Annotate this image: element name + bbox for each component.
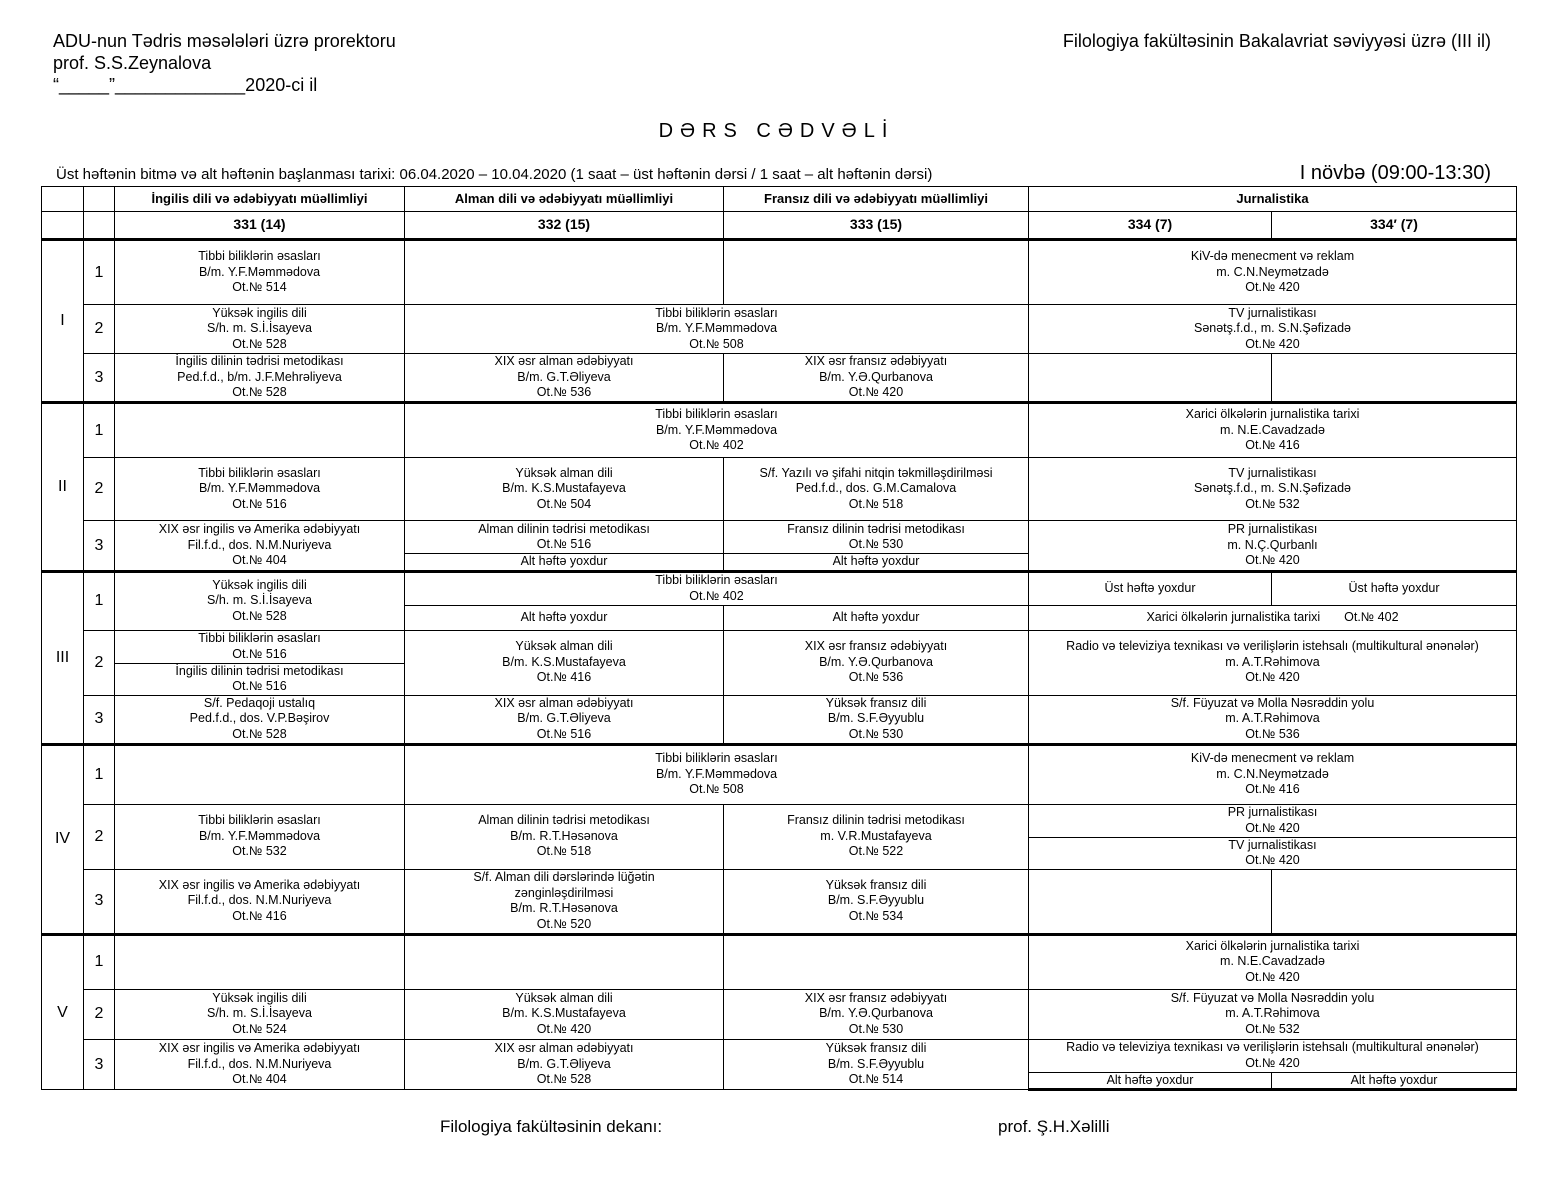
lesson-line: Xarici ölkələrin jurnalistika tarixi bbox=[1146, 609, 1321, 624]
lesson-line: Ot.№ 416 bbox=[232, 908, 287, 923]
lesson-cell bbox=[405, 571, 1029, 605]
specialty-header: İngilis dili və ədəbiyyatı müəllimliyi bbox=[115, 187, 405, 212]
lesson-cell bbox=[1029, 458, 1517, 521]
lesson-line: KiV-də menecment və reklam bbox=[1190, 751, 1355, 766]
lesson-cell bbox=[1272, 1072, 1517, 1090]
lesson-line: TV jurnalistikası bbox=[1228, 305, 1317, 320]
lesson-line: Ot.№ 522 bbox=[848, 844, 904, 859]
lesson-cell bbox=[115, 521, 405, 572]
empty-cell bbox=[115, 744, 405, 804]
lesson-line: Tibbi biliklərin əsasları bbox=[655, 573, 778, 587]
lesson-line: XIX əsr fransız ədəbiyyatı bbox=[804, 990, 948, 1005]
lesson-line: B/m. S.F.Əyyublu bbox=[827, 1056, 925, 1071]
lesson-line: S/f. Yazılı və şifahi nitqin təkmilləşdirilməsi bbox=[759, 465, 993, 480]
lesson-line: B/m. Y.Ə.Qurbanova bbox=[819, 369, 933, 384]
schedule-row bbox=[42, 744, 1517, 804]
lesson-line: B/m. Y.Ə.Qurbanova bbox=[819, 1006, 933, 1021]
lesson-line: B/m. R.T.Həsənova bbox=[510, 901, 618, 915]
schedule-row bbox=[42, 571, 1517, 605]
lesson-cell bbox=[724, 1039, 1029, 1090]
dean-name: prof. Ş.H.Xəlilli bbox=[998, 1117, 1110, 1136]
lesson-line: m. V.R.Mustafayeva bbox=[820, 828, 932, 843]
lesson-cell bbox=[115, 354, 405, 403]
lesson-cell bbox=[1029, 571, 1272, 605]
period-number: 2 bbox=[84, 630, 115, 695]
schedule-row bbox=[42, 458, 1517, 521]
lesson-line: Ot.№ 530 bbox=[848, 537, 904, 551]
lesson-cell bbox=[1029, 521, 1517, 572]
lesson-line: zənginləşdirilməsi bbox=[514, 885, 614, 900]
specialty-header: Jurnalistika bbox=[1029, 187, 1517, 212]
group-header: 334 (7) bbox=[1029, 212, 1272, 240]
corner-cell bbox=[42, 187, 84, 212]
lesson-line: Ot.№ 532 bbox=[1245, 1021, 1300, 1036]
lesson-line: Ot.№ 530 bbox=[848, 726, 904, 741]
lesson-line: Ot.№ 416 bbox=[1245, 438, 1300, 453]
specialty-header: Fransız dili və ədəbiyyatı müəllimliyi bbox=[724, 187, 1029, 212]
schedule-row bbox=[42, 804, 1517, 837]
lesson-line: Tibbi biliklərin əsasları bbox=[198, 631, 321, 645]
lesson-cell bbox=[405, 403, 1029, 458]
lesson-line: XIX əsr fransız ədəbiyyatı bbox=[804, 354, 948, 369]
lesson-line: B/m. G.T.Əliyeva bbox=[517, 1056, 611, 1071]
lesson-line: S/h. m. S.İ.İsayeva bbox=[207, 1006, 312, 1021]
lesson-line: Yüksək alman dili bbox=[515, 990, 613, 1005]
lesson-line: Tibbi biliklərin əsasları bbox=[198, 465, 321, 480]
lesson-line: B/m. Y.Ə.Qurbanova bbox=[819, 654, 933, 669]
schedule-row bbox=[42, 869, 1517, 934]
lesson-line: Fil.f.d., dos. N.M.Nuriyeva bbox=[187, 537, 332, 552]
lesson-line: Ot.№ 420 bbox=[536, 1021, 592, 1036]
lesson-cell bbox=[1029, 605, 1517, 630]
lesson-line: m. C.N.Neymətzadə bbox=[1216, 264, 1329, 279]
lesson-cell bbox=[115, 458, 405, 521]
lesson-line: Yüksək ingilis dili bbox=[212, 990, 307, 1005]
lesson-cell bbox=[724, 521, 1029, 554]
lesson-line: m. N.Ç.Qurbanlı bbox=[1227, 537, 1318, 552]
approval-date: “_____”_____________2020-ci il bbox=[53, 75, 318, 95]
lesson-cell bbox=[405, 989, 724, 1039]
lesson-cell bbox=[405, 869, 724, 934]
lesson-cell bbox=[115, 305, 405, 354]
lesson-cell bbox=[724, 989, 1029, 1039]
period-number: 2 bbox=[84, 804, 115, 869]
lesson-cell bbox=[1029, 837, 1517, 869]
lesson-cell bbox=[115, 1039, 405, 1090]
period-number: 3 bbox=[84, 521, 115, 572]
lesson-line: Yüksək alman dili bbox=[515, 465, 613, 480]
lesson-line: Radio və televiziya texnikası və verilişlərin istehsalı (multikultural ənənələr) bbox=[1066, 1040, 1479, 1054]
approval-title: ADU-nun Tədris məsələləri üzrə prorektoru bbox=[53, 31, 396, 51]
empty-cell bbox=[1272, 354, 1517, 403]
lesson-cell bbox=[115, 663, 405, 695]
lesson-line: Fil.f.d., dos. N.M.Nuriyeva bbox=[187, 893, 332, 908]
lesson-line: Ot.№ 508 bbox=[689, 782, 744, 797]
lesson-line: B/m. K.S.Mustafayeva bbox=[502, 481, 626, 496]
lesson-cell bbox=[115, 989, 405, 1039]
lesson-line: Sənətş.f.d., m. S.N.Şəfizadə bbox=[1193, 481, 1352, 496]
lesson-line: S/f. Pedaqoji ustalıq bbox=[203, 695, 316, 710]
lesson-line: Ot.№ 536 bbox=[848, 670, 904, 685]
lesson-line: B/m. K.S.Mustafayeva bbox=[502, 654, 626, 669]
lesson-line: Yüksək ingilis dili bbox=[212, 305, 307, 320]
lesson-line: m. A.T.Rəhimova bbox=[1225, 1006, 1320, 1021]
lesson-cell bbox=[405, 605, 724, 630]
lesson-line: m. C.N.Neymətzadə bbox=[1216, 766, 1329, 781]
lesson-cell bbox=[1029, 989, 1517, 1039]
lesson-cell bbox=[405, 521, 724, 554]
lesson-line: Ot.№ 404 bbox=[232, 1072, 287, 1086]
group-header: 334′ (7) bbox=[1272, 212, 1517, 240]
lesson-line: Sənətş.f.d., m. S.N.Şəfizadə bbox=[1193, 321, 1352, 336]
schedule-row bbox=[42, 1039, 1517, 1072]
lesson-cell bbox=[1029, 695, 1517, 744]
lesson-line: Ot.№ 516 bbox=[232, 679, 287, 693]
lesson-line: TV jurnalistikası bbox=[1228, 837, 1317, 852]
lesson-line: m. N.E.Cavadzadə bbox=[1220, 954, 1325, 969]
lesson-line: Ot.№ 420 bbox=[1245, 853, 1300, 867]
lesson-line: S/h. m. S.İ.İsayeva bbox=[207, 593, 312, 608]
lesson-line: Ot.№ 524 bbox=[232, 1021, 287, 1036]
lesson-cell bbox=[1029, 1072, 1272, 1090]
corner-cell bbox=[84, 187, 115, 212]
lesson-cell bbox=[405, 1039, 724, 1090]
day-label: I bbox=[42, 240, 84, 403]
lesson-line: Ot.№ 520 bbox=[536, 916, 592, 931]
schedule-row bbox=[42, 934, 1517, 989]
lesson-line: Ot.№ 536 bbox=[1245, 726, 1300, 741]
lesson-cell bbox=[405, 305, 1029, 354]
corner-cell bbox=[84, 212, 115, 240]
lesson-line: B/m. G.T.Əliyeva bbox=[517, 711, 611, 726]
approval-name: prof. S.S.Zeynalova bbox=[53, 53, 212, 73]
lesson-cell bbox=[724, 605, 1029, 630]
lesson-cell bbox=[1272, 571, 1517, 605]
lesson-line: Ot.№ 402 bbox=[689, 588, 744, 603]
lesson-line: Ot.№ 420 bbox=[1245, 670, 1300, 685]
lesson-cell bbox=[724, 869, 1029, 934]
lesson-line: Xarici ölkələrin jurnalistika tarixi bbox=[1185, 938, 1360, 953]
lesson-cell bbox=[115, 240, 405, 305]
schedule-row bbox=[42, 305, 1517, 354]
lesson-line: İngilis dilinin tədrisi metodikası bbox=[175, 663, 344, 678]
lesson-cell bbox=[724, 695, 1029, 744]
group-header: 333 (15) bbox=[724, 212, 1029, 240]
lesson-cell bbox=[405, 804, 724, 869]
dean-label: Filologiya fakültəsinin dekanı: bbox=[440, 1117, 663, 1136]
schedule-row bbox=[42, 354, 1517, 403]
day-label: II bbox=[42, 403, 84, 572]
schedule-row bbox=[42, 989, 1517, 1039]
lesson-line: İngilis dilinin tədrisi metodikası bbox=[175, 354, 344, 369]
lesson-cell bbox=[115, 869, 405, 934]
lesson-line: Tibbi biliklərin əsasları bbox=[198, 249, 321, 264]
period-number: 1 bbox=[84, 571, 115, 630]
empty-cell bbox=[115, 403, 405, 458]
lesson-line: Ot.№ 404 bbox=[232, 553, 287, 567]
group-header: 332 (15) bbox=[405, 212, 724, 240]
period-number: 1 bbox=[84, 403, 115, 458]
lesson-line: Ot.№ 516 bbox=[536, 537, 592, 551]
lesson-cell bbox=[115, 695, 405, 744]
lesson-line: Ot.№ 532 bbox=[1245, 496, 1300, 511]
lesson-line: Ped.f.d., dos. V.P.Bəşirov bbox=[189, 711, 330, 726]
lesson-line: B/m. Y.F.Məmmədova bbox=[655, 422, 778, 437]
lesson-line: Yüksək alman dili bbox=[515, 639, 613, 654]
lesson-line: Ot.№ 528 bbox=[232, 336, 287, 351]
lesson-line: B/m. Y.F.Məmmədova bbox=[655, 766, 778, 781]
lesson-line: Tibbi biliklərin əsasları bbox=[655, 305, 778, 320]
lesson-line: Ot.№ 420 bbox=[1245, 336, 1300, 351]
day-label: IV bbox=[42, 744, 84, 934]
lesson-line: Ped.f.d., dos. G.M.Camalova bbox=[795, 481, 957, 496]
lesson-line: Ot.№ 516 bbox=[232, 496, 287, 511]
schedule-row bbox=[42, 521, 1517, 554]
lesson-cell bbox=[724, 354, 1029, 403]
lesson-cell bbox=[405, 354, 724, 403]
lesson-line: Alman dilinin tədrisi metodikası bbox=[478, 813, 650, 828]
lesson-line: Ot.№ 420 bbox=[1245, 820, 1300, 835]
lesson-line: S/f. Alman dili dərslərində lüğətin bbox=[473, 870, 655, 884]
lesson-line: Fil.f.d., dos. N.M.Nuriyeva bbox=[187, 1056, 332, 1071]
lesson-cell bbox=[405, 458, 724, 521]
lesson-line: Tibbi biliklərin əsasları bbox=[198, 813, 321, 828]
lesson-line: XIX əsr fransız ədəbiyyatı bbox=[804, 639, 948, 654]
day-label: V bbox=[42, 934, 84, 1090]
lesson-line: Ot.№ 402 bbox=[689, 438, 744, 453]
lesson-line: S/f. Füyuzat və Molla Nəsrəddin yolu bbox=[1170, 990, 1375, 1005]
schedule-row bbox=[42, 240, 1517, 305]
lesson-line: Tibbi biliklərin əsasları bbox=[655, 751, 778, 766]
lesson-line: Ot.№ 530 bbox=[848, 1021, 904, 1036]
schedule-row bbox=[42, 630, 1517, 663]
lesson-line: XIX əsr alman ədəbiyyatı bbox=[494, 354, 634, 369]
period-number: 3 bbox=[84, 869, 115, 934]
period-number: 2 bbox=[84, 458, 115, 521]
lesson-line: Ot.№ 528 bbox=[232, 385, 287, 400]
lesson-line: Yüksək fransız dili bbox=[825, 1041, 927, 1055]
lesson-line: Ot.№ 534 bbox=[848, 908, 904, 923]
period-number: 2 bbox=[84, 989, 115, 1039]
lesson-line: Ot.№ 528 bbox=[232, 726, 287, 741]
lesson-line: TV jurnalistikası bbox=[1228, 465, 1317, 480]
lesson-cell bbox=[1029, 744, 1517, 804]
approval-block bbox=[53, 30, 396, 96]
lesson-cell bbox=[1029, 934, 1517, 989]
empty-cell bbox=[405, 240, 724, 305]
lesson-cell bbox=[1029, 240, 1517, 305]
lesson-line: Ot.№ 416 bbox=[536, 670, 592, 685]
lesson-line: Alt həftə yoxdur bbox=[520, 554, 608, 568]
lesson-cell bbox=[405, 695, 724, 744]
lesson-line: Ot.№ 504 bbox=[536, 496, 592, 511]
period-number: 1 bbox=[84, 744, 115, 804]
period-number: 3 bbox=[84, 354, 115, 403]
group-header-row bbox=[42, 212, 1517, 240]
lesson-cell bbox=[405, 744, 1029, 804]
lesson-line: Alt həftə yoxdur bbox=[520, 609, 608, 624]
empty-cell bbox=[724, 934, 1029, 989]
lesson-line: S/f. Füyuzat və Molla Nəsrəddin yolu bbox=[1170, 695, 1375, 710]
period-number: 3 bbox=[84, 695, 115, 744]
lesson-cell bbox=[405, 630, 724, 695]
lesson-line: B/m. Y.F.Məmmədova bbox=[198, 264, 321, 279]
period-number: 1 bbox=[84, 934, 115, 989]
lesson-line: Ot.№ 532 bbox=[232, 844, 287, 859]
lesson-line: Yüksək fransız dili bbox=[825, 695, 927, 710]
lesson-line: KiV-də menecment və reklam bbox=[1190, 249, 1355, 264]
lesson-line: Ot.№ 516 bbox=[536, 726, 592, 741]
lesson-line: Ot.№ 416 bbox=[1245, 782, 1300, 797]
lesson-line: B/m. S.F.Əyyublu bbox=[827, 711, 925, 726]
lesson-line: XIX əsr alman ədəbiyyatı bbox=[494, 1041, 634, 1055]
lesson-cell bbox=[115, 804, 405, 869]
schedule-row bbox=[42, 403, 1517, 458]
lesson-line: Ot.№ 514 bbox=[232, 280, 287, 295]
lesson-cell bbox=[724, 458, 1029, 521]
lesson-line: B/m. Y.F.Məmmədova bbox=[198, 481, 321, 496]
day-label: III bbox=[42, 571, 84, 744]
lesson-line: m. A.T.Rəhimova bbox=[1225, 711, 1320, 726]
lesson-line: B/m. K.S.Mustafayeva bbox=[502, 1006, 626, 1021]
lesson-line: m. A.T.Rəhimova bbox=[1225, 654, 1320, 669]
lesson-line: B/m. S.F.Əyyublu bbox=[827, 893, 925, 908]
specialty-header-row bbox=[42, 187, 1517, 212]
lesson-cell bbox=[724, 804, 1029, 869]
lesson-line: Ot.№ 420 bbox=[1245, 280, 1300, 295]
faculty-level: Filologiya fakültəsinin Bakalavriat səviyyəsi üzrə (III il) bbox=[1062, 31, 1491, 51]
empty-cell bbox=[405, 934, 724, 989]
lesson-line: Ot.№ 528 bbox=[536, 1072, 592, 1086]
lesson-line: XIX əsr ingilis və Amerika ədəbiyyatı bbox=[158, 1041, 361, 1055]
period-number: 1 bbox=[84, 240, 115, 305]
empty-cell bbox=[724, 240, 1029, 305]
lesson-cell bbox=[1029, 403, 1517, 458]
lesson-line: Üst həftə yoxdur bbox=[1104, 580, 1196, 595]
lesson-cell bbox=[724, 630, 1029, 695]
lesson-line: XIX əsr ingilis və Amerika ədəbiyyatı bbox=[158, 522, 361, 536]
lesson-line: Ot.№ 516 bbox=[232, 646, 287, 661]
lesson-line: B/m. Y.F.Məmmədova bbox=[655, 321, 778, 336]
lesson-line: Yüksək fransız dili bbox=[825, 877, 927, 892]
lesson-line: Ped.f.d., b/m. J.F.Mehrəliyeva bbox=[177, 369, 342, 384]
week-dates-note: Üst həftənin bitmə və alt həftənin başlanması tarixi: 06.04.2020 – 10.04.2020 (1 saat – üst həftənin dərsi / 1 saat – alt həftənin dərsi) bbox=[56, 166, 933, 183]
lesson-line: Ot.№ 420 bbox=[848, 385, 904, 400]
lesson-cell bbox=[115, 571, 405, 630]
empty-cell bbox=[115, 934, 405, 989]
lesson-cell bbox=[724, 554, 1029, 572]
lesson-cell bbox=[1029, 804, 1517, 837]
lesson-line: Ot.№ 518 bbox=[848, 496, 904, 511]
lesson-line: Ot.№ 420 bbox=[1245, 1055, 1300, 1070]
lesson-line: Alman dilinin tədrisi metodikası bbox=[478, 521, 650, 536]
lesson-line: Ot.№ 508 bbox=[689, 336, 744, 351]
lesson-line: Ot.№ 528 bbox=[232, 608, 287, 623]
lesson-line: Yüksək ingilis dili bbox=[212, 577, 307, 592]
lesson-line: Xarici ölkələrin jurnalistika tarixi bbox=[1185, 407, 1360, 422]
empty-cell bbox=[1272, 869, 1517, 934]
lesson-line: Ot.№ 536 bbox=[536, 385, 592, 400]
lesson-line: B/m. G.T.Əliyeva bbox=[517, 369, 611, 384]
lesson-line: Ot.№ 420 bbox=[1245, 553, 1300, 567]
lesson-line: XIX əsr alman ədəbiyyatı bbox=[494, 695, 634, 710]
lesson-line: Üst həftə yoxdur bbox=[1348, 580, 1440, 595]
lesson-line: Radio və televiziya texnikası və verilişlərin istehsalı (multikultural ənənələr) bbox=[1066, 639, 1479, 654]
group-header: 331 (14) bbox=[115, 212, 405, 240]
lesson-cell bbox=[115, 630, 405, 663]
lesson-cell bbox=[1029, 630, 1517, 695]
lesson-line: Fransız dilinin tədrisi metodikası bbox=[787, 521, 965, 536]
lesson-line: B/m. R.T.Həsənova bbox=[510, 828, 618, 843]
lesson-line: Tibbi biliklərin əsasları bbox=[655, 407, 778, 422]
lesson-line: S/h. m. S.İ.İsayeva bbox=[207, 321, 312, 336]
lesson-line: XIX əsr ingilis və Amerika ədəbiyyatı bbox=[158, 877, 361, 892]
lesson-line: Alt həftə yoxdur bbox=[1106, 1072, 1194, 1087]
corner-cell bbox=[42, 212, 84, 240]
lesson-line: Ot.№ 514 bbox=[848, 1072, 904, 1086]
lesson-line: Ot.№ 402 bbox=[1344, 609, 1399, 624]
period-number: 2 bbox=[84, 305, 115, 354]
empty-cell bbox=[1029, 869, 1272, 934]
lesson-cell bbox=[1029, 305, 1517, 354]
schedule-row bbox=[42, 695, 1517, 744]
lesson-line: PR jurnalistikası bbox=[1227, 805, 1318, 819]
schedule-table bbox=[41, 186, 1517, 1091]
shift-label: I növbə (09:00-13:30) bbox=[1299, 162, 1491, 184]
period-number: 3 bbox=[84, 1039, 115, 1090]
lesson-line: Alt həftə yoxdur bbox=[832, 554, 920, 568]
lesson-line: Alt həftə yoxdur bbox=[832, 609, 920, 624]
document-title: DƏRS CƏDVƏLİ bbox=[658, 120, 895, 142]
lesson-line: B/m. Y.F.Məmmədova bbox=[198, 828, 321, 843]
lesson-line: Ot.№ 420 bbox=[1245, 969, 1300, 984]
lesson-line: Fransız dilinin tədrisi metodikası bbox=[787, 813, 965, 828]
lesson-line: PR jurnalistikası bbox=[1227, 522, 1318, 536]
lesson-line: Alt həftə yoxdur bbox=[1350, 1072, 1438, 1087]
specialty-header: Alman dili və ədəbiyyatı müəllimliyi bbox=[405, 187, 724, 212]
lesson-cell bbox=[405, 554, 724, 572]
lesson-line: m. N.E.Cavadzadə bbox=[1220, 422, 1325, 437]
empty-cell bbox=[1029, 354, 1272, 403]
lesson-cell bbox=[1029, 1039, 1517, 1072]
lesson-line: Ot.№ 518 bbox=[536, 844, 592, 859]
